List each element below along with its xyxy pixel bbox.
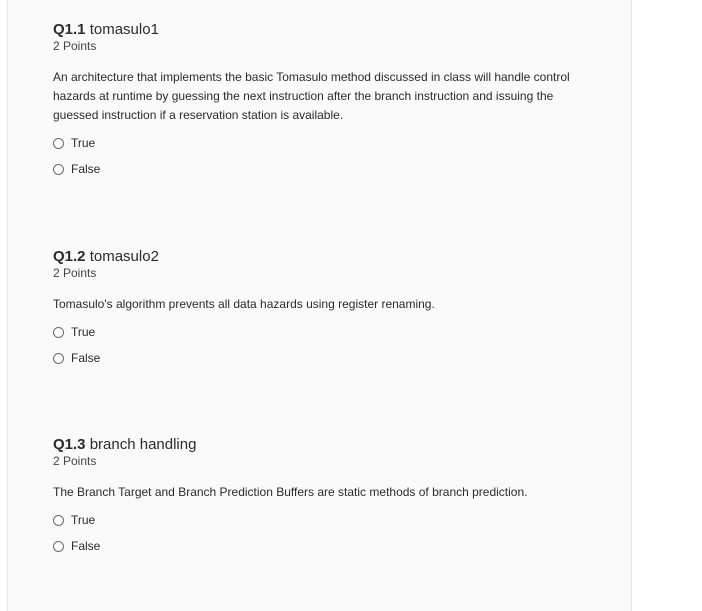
- answer-options: [53, 319, 573, 371]
- question-header: [53, 21, 573, 39]
- option-true[interactable]: [53, 507, 573, 533]
- questions-panel: [7, 0, 632, 611]
- question-header: [53, 248, 573, 266]
- radio-button[interactable]: [53, 327, 64, 338]
- radio-button[interactable]: [53, 164, 64, 175]
- option-label: True: [71, 513, 96, 527]
- option-false[interactable]: [53, 533, 573, 559]
- question-number: Q1.2: [53, 248, 86, 265]
- option-label: True: [71, 136, 96, 150]
- radio-button[interactable]: [53, 541, 64, 552]
- radio-button[interactable]: [53, 138, 64, 149]
- question-title: tomasulo2: [89, 248, 159, 265]
- question-prompt: Tomasulo's algorithm prevents all data hazards using register renaming.: [53, 297, 435, 311]
- option-label: False: [71, 162, 101, 176]
- question-prompt: The Branch Target and Branch Prediction Buffers are static methods of branch prediction.: [53, 485, 528, 499]
- question-1-3: [53, 436, 573, 559]
- question-points: 2 Points: [53, 39, 97, 53]
- question-points: 2 Points: [53, 266, 97, 280]
- option-label: True: [71, 325, 96, 339]
- question-number: Q1.3: [53, 436, 86, 453]
- question-1-2: [53, 248, 573, 371]
- question-number: Q1.1: [53, 21, 86, 38]
- option-label: False: [71, 351, 101, 365]
- answer-options: [53, 130, 573, 182]
- question-1-1: [53, 21, 573, 182]
- option-false[interactable]: [53, 156, 573, 182]
- question-prompt: An architecture that implements the basic Tomasulo method discussed in class will handle control hazards at runtime by guessing the next instruction after the branch instruction and issuing the guessed instruction if a reservation station is available.: [53, 70, 570, 122]
- question-title: branch handling: [89, 436, 197, 453]
- answer-options: [53, 507, 573, 559]
- radio-button[interactable]: [53, 353, 64, 364]
- option-true[interactable]: [53, 130, 573, 156]
- question-points: 2 Points: [53, 454, 97, 468]
- question-title: tomasulo1: [89, 21, 159, 38]
- option-true[interactable]: [53, 319, 573, 345]
- question-header: [53, 436, 573, 454]
- option-label: False: [71, 539, 101, 553]
- radio-button[interactable]: [53, 515, 64, 526]
- option-false[interactable]: [53, 345, 573, 371]
